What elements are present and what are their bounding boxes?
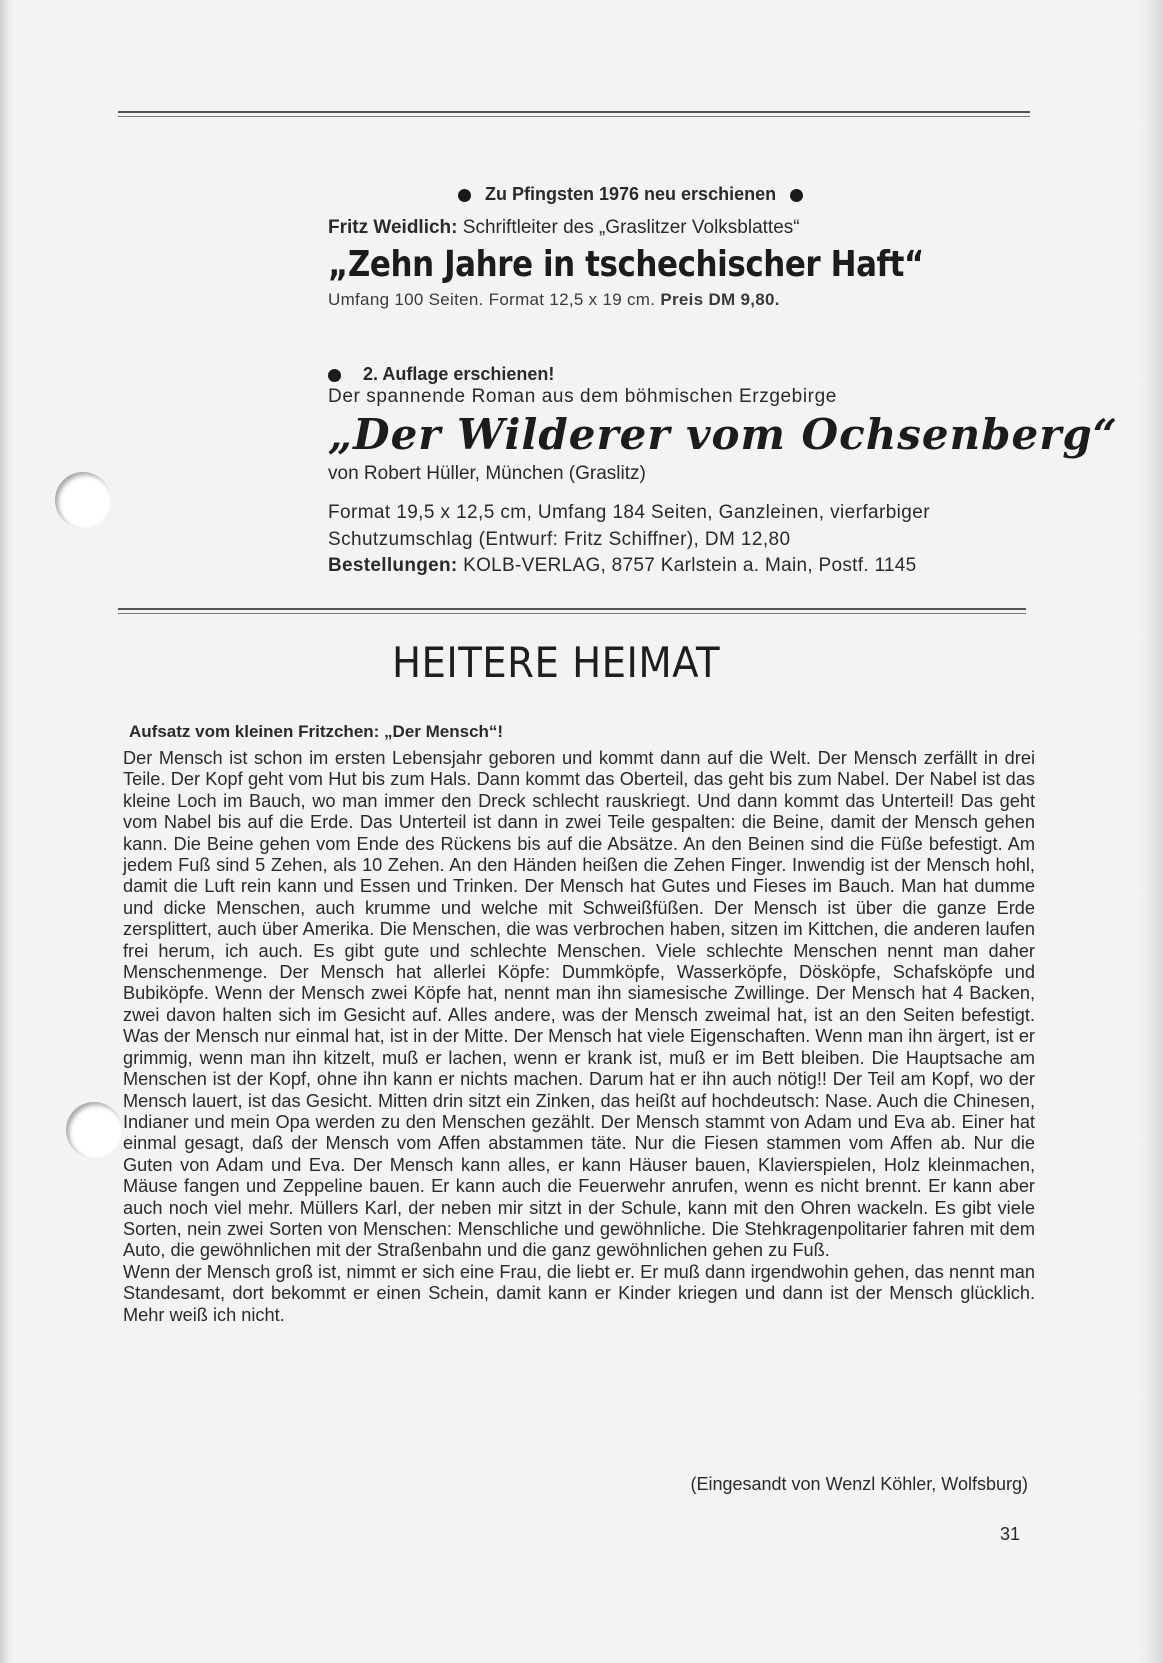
punch-hole-top [55,472,111,528]
advert2-order-label: Bestellungen: [328,555,458,576]
essay-heading: Aufsatz vom kleinen Fritzchen: „Der Mensch“! [129,722,504,741]
advert2-book-title: „Der Wilderer vom Ochsenberg“ [328,410,1118,459]
essay-credit: (Eingesandt von Wenzl Köhler, Wolfsburg) [690,1474,1028,1494]
page-left-edge [0,0,14,1663]
bullet-icon [790,189,803,202]
advert1-price: Preis DM 9,80. [660,290,780,309]
advert2-order-address: KOLB-VERLAG, 8757 Karlstein a. Main, Postf. 1145 [463,555,917,576]
advert2-specs: Format 19,5 x 12,5 cm, Umfang 184 Seiten, Ganzleinen, vierfarbiger Schutzumschlag (Entwurf: Fritz Schiffner), DM 12,80 [328,502,930,550]
advert2-description: Der spannende Roman aus dem böhmischen Erzgebirge [328,386,837,407]
advert2-order [328,555,1048,577]
advert2-author: von Robert Hüller, München (Graslitz) [328,463,646,484]
advert1-author-name: Fritz Weidlich: [328,217,458,238]
bullet-icon [328,369,341,382]
middle-rule [118,608,1026,610]
page-number: 31 [1000,1524,1021,1544]
section-title: HEITERE HEIMAT [392,638,721,687]
advert1-headline: Zu Pfingsten 1976 neu erschienen [458,184,1163,205]
advert1-format: Umfang 100 Seiten. Format 12,5 x 19 cm. [328,290,656,309]
punch-hole-bottom [66,1102,122,1158]
advert1-author-role: Schriftleiter des „Graslitzer Volksblattes“ [462,217,800,238]
top-rule [118,111,1030,113]
essay-body [123,748,1035,1326]
advert1-author [328,217,1048,239]
bullet-icon [458,189,471,202]
page-right-edge [1137,0,1163,1663]
advert2-headline: 2. Auflage erschienen! [328,364,1048,385]
advert1-book-title: „Zehn Jahre in tschechischer Haft“ [328,244,924,285]
essay-paragraph: Wenn der Mensch groß ist, nimmt er sich eine Frau, die liebt er. Er muß dann irgendwohin gehen, das nennt man Standesamt, dort bekommt er einen Schein, damit kann er Kinder kriegen und dann ist der Mensch glücklich. Mehr weiß ich nicht. [123,1261,1035,1325]
essay-paragraph: Der Mensch ist schon im ersten Lebensjahr geboren und kommt dann auf die Welt. Der Mensch zerfällt in drei Teile. Der Kopf geht vom Hut bis zum Hals. Dann kommt das Oberteil, das geht bis zum Nabel. Der Nabel ist das kleine Loch im Bauch, wo man immer den Dreck schlecht rauskriegt. Und dann kommt das Unterteil! Das geht vom Nabel bis auf die Erde. Das Unterteil ist dann in zwei Teile gespalten: die Beine, damit der Mensch gehen kann. Die Beine gehen vom Ende des Rückens bis auf die Absätze. An den Beinen sind die Füße befestigt. Am jedem Fuß sind 5 Zehen, als 10 Zehen. An den Händen heißen die Zehen Finger. Inwendig ist der Mensch hohl, damit die Luft rein kann und Essen und Trinken. Der Mensch hat Gutes und Fieses im Bauch. Man hat dumme und dicke Menschen, auch krumme und welche mit Schweißfüßen. Der Mensch ist über die ganze Erde zersplittert, auch über Amerika. Die Menschen, die was verbrochen haben, sitzen im Kittchen, die anderen laufen frei herum, ich auch. Es gibt gute und schlechte Menschen. Viele schlechte Menschen nennt man daher Menschenmenge. Der Mensch hat allerlei Köpfe: Dummköpfe, Wasserköpfe, Dösköpfe, Schafsköpfe und Bubiköpfe. Wenn der Mensch zwei Köpfe hat, nennt man ihn siamesische Zwillinge. Der Mensch hat 4 Backen, zwei davon halten sich im Gesicht auf. Alles andere, was der Mensch zweimal hat, ist an den Seiten befestigt. Was der Mensch nur einmal hat, ist in der Mitte. Der Mensch hat viele Eigenschaften. Wenn man ihn ärgert, ist er grimmig, wenn man ihn kitzelt, muß er lachen, wenn er krank ist, muß er im Bett bleiben. Die Hauptsache am Menschen ist der Kopf, ohne ihn kann er nichts machen. Darum hat er ihn auch nötig!! Der Teil am Kopf, wo der Mensch lauert, ist das Gesicht. Mitten drin sitzt ein Zinken, das heißt auf hochdeutsch: Nase. Auch die Chinesen, Indianer und mein Opa werden zu den Menschen gezählt. Der Mensch stammt von Adam und Eva ab. Einer hat einmal gesagt, daß der Mensch vom Affen abstammen täte. Nur die Fiesen stammen vom Affen ab. Nur die Guten von Adam und Eva. Der Mensch kann alles, er kann Häuser bauen, Klavierspielen, Holz kleinmachen, Mäuse fangen und Zeppeline bauen. Er kann auch die Feuerwehr anrufen, wenn es nicht brennt. Er kann aber auch noch viel mehr. Müllers Karl, der neben mir sitzt in der Schule, kann mit den Ohren wackeln. Es gibt viele Sorten, nein zwei Sorten von Menschen: Menschliche und gewöhnliche. Die Stehkragenpolitarier fahren mit dem Auto, die gewöhnlichen mit der Straßenbahn und die ganz gewöhnlichen gehen zu Fuß. [123,748,1035,1261]
advert1-specs [328,290,1048,310]
